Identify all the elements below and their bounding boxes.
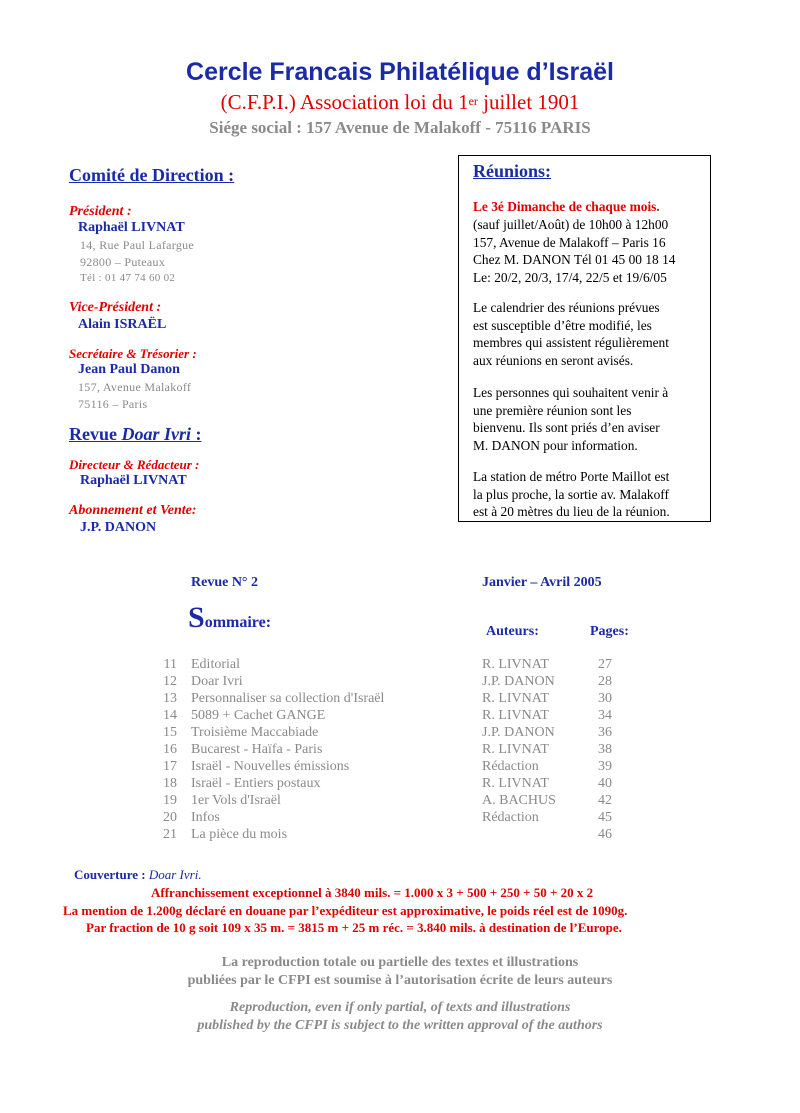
revue-heading-colon: : [191, 424, 202, 444]
reunions-line: aux réunions en seront avisés. [473, 352, 634, 368]
page-title: Cercle Francais Philatélique d’Israël [186, 58, 614, 86]
article-title: 1er Vols d'Israël [191, 793, 281, 808]
subtitle-text: (C.F.P.I.) Association loi du 1 [220, 90, 469, 114]
reunions-line: Le calendrier des réunions prévues [473, 300, 660, 315]
article-title: Doar Ivri [191, 674, 243, 689]
article-number: 17 [163, 759, 177, 774]
reunions-line: Les personnes qui souhaitent venir à [473, 385, 669, 400]
president-role: Président : [69, 204, 132, 219]
reunions-line: Le: 20/2, 20/3, 17/4, 22/5 et 19/6/05 [473, 269, 667, 285]
article-author: A. BACHUS [482, 793, 556, 808]
article-number: 12 [163, 674, 177, 689]
column-auteurs: Auteurs: [486, 624, 539, 639]
reunions-paragraph [473, 384, 668, 454]
directeur-role: Directeur & Rédacteur : [69, 457, 200, 472]
couverture-label-revue: Doar Ivri. [148, 867, 202, 882]
article-author: J.P. DANON [482, 674, 555, 689]
sommaire-row [150, 691, 650, 708]
article-page: 27 [598, 657, 612, 672]
sommaire-rest: ommaire: [204, 614, 272, 631]
president-address-street: 14, Rue Paul Lafargue [80, 238, 195, 252]
reunions-line: bienvenu. Ils sont priés d’en aviser [473, 420, 660, 435]
reunions-line: une première réunion sont les [473, 402, 632, 418]
article-author: R. LIVNAT [482, 657, 549, 672]
reunions-line: est susceptible d’être modifié, les [473, 317, 652, 333]
reunions-box [458, 155, 711, 522]
article-page: 36 [598, 725, 612, 740]
couverture-label [74, 867, 202, 883]
reunions-line: membres qui assistent régulièrement [473, 335, 669, 350]
president-name: Raphaël LIVNAT [78, 220, 185, 235]
article-page: 40 [598, 776, 612, 791]
footer-fr-line-1: La reproduction totale ou partielle des textes et illustrations [221, 955, 579, 970]
sommaire-row [150, 827, 650, 844]
article-title: Israël - Entiers postaux [191, 776, 321, 791]
article-author: R. LIVNAT [482, 708, 549, 723]
association-subtitle [0, 90, 800, 115]
footer-fr-line-2: publiées par le CFPI est soumise à l’autorisation écrite de leurs auteurs [187, 973, 613, 988]
secretaire-address-street: 157, Avenue Malakoff [78, 380, 192, 394]
article-title: Personnaliser sa collection d'Israël [191, 691, 385, 706]
reunions-line: est à 20 mètres du lieu de la réunion. [473, 504, 670, 519]
footer-en-line-1: Reproduction, even if only partial, of texts and illustrations [229, 1000, 571, 1015]
article-number: 21 [163, 827, 177, 842]
sommaire-row [150, 810, 650, 827]
article-number: 15 [163, 725, 177, 740]
article-title: Troisième Maccabiade [191, 725, 319, 740]
article-title: Editorial [191, 657, 240, 672]
vice-president-role: Vice-Président : [69, 300, 162, 315]
article-page: 45 [598, 810, 612, 825]
sommaire-row [150, 776, 650, 793]
article-number: 11 [163, 657, 177, 672]
issue-date: Janvier – Avril 2005 [482, 575, 602, 590]
article-number: 18 [163, 776, 177, 791]
revue-heading [69, 424, 202, 445]
sommaire-row [150, 759, 650, 776]
reunions-paragraph [473, 216, 675, 286]
reunions-line: Chez M. DANON Tél 01 45 00 18 14 [473, 252, 676, 267]
article-title: La pièce du mois [191, 827, 288, 842]
sommaire-row [150, 742, 650, 759]
article-number: 13 [163, 691, 177, 706]
abonnement-name: J.P. DANON [80, 520, 157, 535]
article-title: Infos [191, 810, 220, 825]
article-number: 20 [163, 810, 177, 825]
reunions-line: M. DANON pour information. [473, 437, 638, 453]
reunions-paragraph [473, 468, 670, 521]
couverture-line-2: La mention de 1.200g déclaré en douane par l’expéditeur est approximative, le poids réel est de 1090g. [63, 903, 628, 918]
article-number: 14 [163, 708, 177, 723]
comite-heading: Comité de Direction : [69, 165, 235, 185]
column-pages: Pages: [590, 624, 629, 639]
secretaire-name: Jean Paul Danon [78, 362, 180, 377]
sommaire-row [150, 674, 650, 691]
secretaire-role: Secrétaire & Trésorier : [69, 346, 197, 361]
vice-president-name: Alain ISRAËL [78, 317, 167, 332]
reunions-paragraph [473, 299, 669, 369]
revue-heading-label: Revue [69, 424, 122, 444]
article-author: R. LIVNAT [482, 691, 549, 706]
article-author: R. LIVNAT [482, 776, 549, 791]
reunions-line: 157, Avenue de Malakoff – Paris 16 [473, 234, 666, 250]
abonnement-role: Abonnement et Vente: [69, 503, 197, 518]
sommaire-row [150, 708, 650, 725]
president-address-city: 92800 – Puteaux [80, 255, 166, 269]
sommaire-row [150, 793, 650, 810]
reunions-line: La station de métro Porte Maillot est [473, 469, 670, 484]
article-page: 30 [598, 691, 612, 706]
issue-number: Revue N° 2 [191, 575, 259, 590]
article-author: Rédaction [482, 759, 539, 774]
article-author: Rédaction [482, 810, 539, 825]
article-page: 39 [598, 759, 612, 774]
reunions-line: (sauf juillet/Août) de 10h00 à 12h00 [473, 217, 669, 232]
article-number: 19 [163, 793, 177, 808]
article-page: 42 [598, 793, 612, 808]
secretaire-address-city: 75116 – Paris [78, 397, 148, 411]
president-phone: Tél : 01 47 74 60 02 [80, 272, 176, 284]
article-page: 34 [598, 708, 612, 723]
couverture-line-3: Par fraction de 10 g soit 109 x 35 m. = 3815 m + 25 m réc. = 3.840 mils. à destination de l’Europe. [86, 920, 622, 935]
footer-en-line-2: published by the CFPI is subject to the written approval of the authors [197, 1018, 603, 1033]
reunions-line: la plus proche, la sortie av. Malakoff [473, 486, 669, 502]
couverture-line-1: Affranchissement exceptionnel à 3840 mils. = 1.000 x 3 + 500 + 250 + 50 + 20 x 2 [151, 885, 594, 900]
article-title: 5089 + Cachet GANGE [191, 708, 326, 723]
sommaire-row [150, 725, 650, 742]
article-author: R. LIVNAT [482, 742, 549, 757]
subtitle-date: juillet 1901 [477, 90, 580, 114]
subtitle-superscript: er [468, 94, 478, 108]
article-number: 16 [163, 742, 177, 757]
couverture-label-text: Couverture : [74, 867, 149, 882]
reunions-schedule: Le 3é Dimanche de chaque mois. [473, 199, 660, 214]
article-title: Bucarest - Haïfa - Paris [191, 742, 323, 757]
article-page: 28 [598, 674, 612, 689]
sommaire-heading [188, 601, 271, 635]
sommaire-row [150, 657, 650, 674]
revue-heading-name: Doar Ivri [121, 424, 192, 444]
article-title: Israël - Nouvelles émissions [191, 759, 350, 774]
reunions-heading: Réunions: [473, 161, 552, 181]
article-page: 38 [598, 742, 612, 757]
article-page: 46 [598, 827, 612, 842]
siege-social: Siége social : 157 Avenue de Malakoff - 75116 PARIS [209, 118, 591, 137]
directeur-name: Raphaël LIVNAT [80, 473, 187, 488]
article-author: J.P. DANON [482, 725, 555, 740]
sommaire-initial: S [188, 601, 205, 634]
